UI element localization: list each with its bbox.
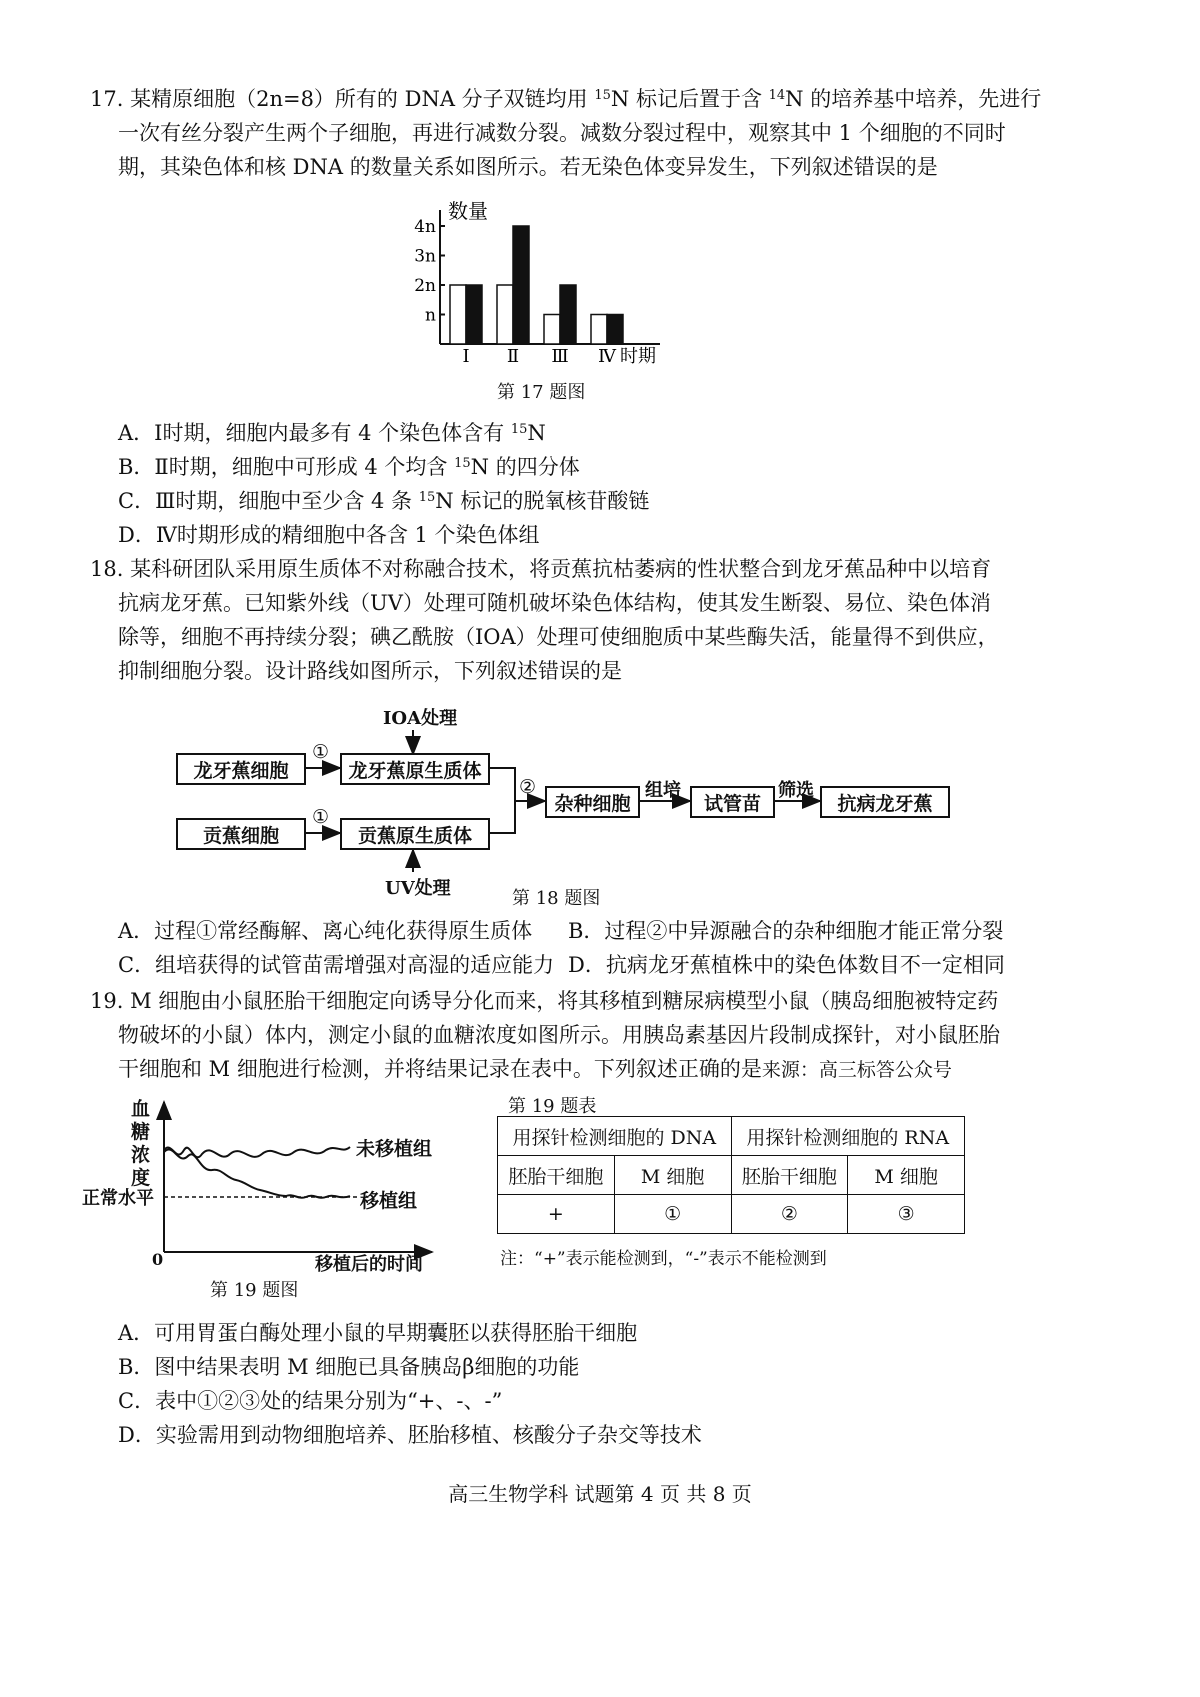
box-hybrid-cell: 杂种细胞 bbox=[545, 786, 640, 818]
category-label: Ⅳ bbox=[598, 346, 616, 367]
q17-figure-caption: 第 17 题图 bbox=[497, 382, 586, 403]
step1-top-label: ① bbox=[312, 741, 330, 763]
bar-chromosome-3 bbox=[544, 315, 560, 345]
q17-option-d: D．Ⅳ时期形成的精细胞中各含 1 个染色体组 bbox=[118, 523, 540, 547]
y-tick-label: 3n bbox=[414, 246, 436, 267]
category-label: Ⅱ bbox=[506, 346, 520, 367]
q18-option-b: B．过程②中异源融合的杂种细胞才能正常分裂 bbox=[568, 919, 1004, 943]
q19-option-b: B．图中结果表明 M 细胞已具备胰岛β细胞的功能 bbox=[118, 1355, 580, 1379]
q18-option-a: A．过程①常经酶解、离心纯化获得原生质体 bbox=[118, 919, 533, 943]
q18-line2: 抗病龙牙蕉。已知紫外线（UV）处理可随机破坏染色体结构，使其发生断裂、易位、染色体消 bbox=[118, 591, 991, 615]
q18-line3: 除等，细胞不再持续分裂；碘乙酰胺（IOA）处理可使细胞质中某些酶失活，能量得不到供应， bbox=[118, 625, 999, 649]
cell-esc-dna: + bbox=[498, 1195, 615, 1234]
fusion-bracket bbox=[490, 768, 515, 833]
q19-ylabel-2: 糖 bbox=[131, 1121, 151, 1143]
q19-line2: 物破坏的小鼠）体内，测定小鼠的血糖浓度如图所示。用胰岛素基因片段制成探针，对小鼠胚胎 bbox=[118, 1023, 1000, 1047]
category-label: Ⅲ bbox=[551, 346, 569, 367]
q17-bar-chart bbox=[400, 196, 730, 376]
box-gj-protoplast: 贡蕉原生质体 bbox=[340, 818, 490, 850]
bar-chromosome-4 bbox=[591, 315, 607, 345]
q18-option-c: C．组培获得的试管苗需增强对高湿的适应能力 bbox=[118, 953, 555, 977]
q17-line3: 期，其染色体和核 DNA 的数量关系如图所示。若无染色体变异发生，下列叙述错误的是 bbox=[118, 155, 938, 179]
cell-m-dna: ① bbox=[614, 1195, 731, 1234]
culture-label: 组培 bbox=[645, 780, 681, 801]
page-footer: 高三生物学科 试题第 4 页 共 8 页 bbox=[448, 1482, 752, 1506]
q19-table-caption: 第 19 题表 bbox=[508, 1096, 597, 1117]
y-axis-label: 数量 bbox=[448, 199, 488, 223]
x-axis-label: 时期 bbox=[620, 346, 656, 367]
col-esc-dna: 胚胎干细胞 bbox=[498, 1156, 615, 1195]
bar-dna-4 bbox=[607, 315, 623, 345]
q19-figure-caption: 第 19 题图 bbox=[210, 1280, 299, 1301]
q19-x-axis-label: 移植后的时间 bbox=[315, 1254, 423, 1275]
q19-ylabel-3: 浓 bbox=[131, 1144, 151, 1166]
q18-line1: 18. 某科研团队采用原生质体不对称融合技术，将贡蕉抗枯萎病的性状整合到龙牙蕉品种中以培育 bbox=[90, 557, 992, 581]
q18-line4: 抑制细胞分裂。设计路线如图所示，下列叙述错误的是 bbox=[118, 659, 622, 683]
q17-option-b: B．Ⅱ时期，细胞中可形成 4 个均含 $^{15}$N 的四分体 bbox=[118, 455, 580, 479]
bar-dna-2 bbox=[513, 226, 529, 344]
header-rna: 用探针检测细胞的 RNA bbox=[731, 1117, 965, 1156]
q17-line2: 一次有丝分裂产生两个子细胞，再进行减数分裂。减数分裂过程中，观察其中 1 个细胞的不同时 bbox=[118, 121, 1006, 145]
q19-option-a: A．可用胃蛋白酶处理小鼠的早期囊胚以获得胚胎干细胞 bbox=[118, 1321, 638, 1345]
step1-bottom-label: ① bbox=[312, 806, 330, 828]
box-resistant-plant: 抗病龙牙蕉 bbox=[820, 786, 950, 818]
q19-probe-table bbox=[497, 1116, 965, 1234]
q17-option-a: A．Ⅰ时期，细胞内最多有 4 个染色体含有 $^{15}$N bbox=[118, 421, 546, 445]
col-esc-rna: 胚胎干细胞 bbox=[731, 1156, 848, 1195]
step2-label: ② bbox=[519, 776, 537, 798]
box-seedling: 试管苗 bbox=[690, 786, 775, 818]
q19-origin-label: 0 bbox=[152, 1250, 164, 1269]
box-lyj-cell: 龙牙蕉细胞 bbox=[176, 753, 306, 785]
q19-option-c: C．表中①②③处的结果分别为“+、-、-” bbox=[118, 1389, 503, 1413]
cell-m-rna: ③ bbox=[848, 1195, 965, 1234]
y-tick-label: n bbox=[425, 305, 436, 326]
label-untreated-group: 未移植组 bbox=[356, 1138, 433, 1160]
bar-dna-1 bbox=[466, 285, 482, 344]
header-dna: 用探针检测细胞的 DNA bbox=[498, 1117, 732, 1156]
q19-line3: 干细胞和 M 细胞进行检测，并将结果记录在表中。下列叙述正确的是来源：高三标答公众号 bbox=[118, 1057, 952, 1081]
q19-normal-level-label: 正常水平 bbox=[82, 1188, 154, 1209]
q17-line1: 17. 某精原细胞（2n=8）所有的 DNA 分子双链均用 $^{15}$N 标记后置于含 $^{14}$N 的培养基中培养，先进行 bbox=[90, 87, 1042, 111]
bar-chromosome-2 bbox=[497, 285, 513, 344]
q19-option-d: D．实验需用到动物细胞培养、胚胎移植、核酸分子杂交等技术 bbox=[118, 1423, 702, 1447]
q18-option-d: D．抗病龙牙蕉植株中的染色体数目不一定相同 bbox=[568, 953, 1005, 977]
q19-table-note: 注：“+”表示能检测到，“-”表示不能检测到 bbox=[500, 1249, 827, 1269]
cell-esc-rna: ② bbox=[731, 1195, 848, 1234]
category-label: Ⅰ bbox=[462, 346, 470, 367]
box-lyj-protoplast: 龙牙蕉原生质体 bbox=[340, 753, 490, 785]
box-gj-cell: 贡蕉细胞 bbox=[176, 818, 306, 850]
col-m-rna: M 细胞 bbox=[848, 1156, 965, 1195]
select-label: 筛选 bbox=[778, 780, 814, 801]
y-tick-label: 2n bbox=[414, 276, 436, 296]
col-m-dna: M 细胞 bbox=[614, 1156, 731, 1195]
untreated-curve bbox=[164, 1147, 350, 1157]
q19-ylabel-4: 度 bbox=[131, 1167, 151, 1189]
q19-line1: 19. M 细胞由小鼠胚胎干细胞定向诱导分化而来，将其移植到糖尿病模型小鼠（胰岛细胞被特定药 bbox=[90, 989, 999, 1013]
uv-label: UV处理 bbox=[385, 878, 451, 899]
ioa-label: IOA处理 bbox=[383, 708, 458, 729]
y-tick-label: 4n bbox=[414, 217, 436, 237]
q19-ylabel-1: 血 bbox=[131, 1098, 151, 1120]
q18-figure-caption: 第 18 题图 bbox=[512, 888, 601, 909]
bar-chromosome-1 bbox=[450, 285, 466, 344]
q17-option-c: C．Ⅲ时期，细胞中至少含 4 条 $^{15}$N 标记的脱氧核苷酸链 bbox=[118, 489, 650, 513]
bar-dna-3 bbox=[560, 285, 576, 344]
label-transplant-group: 移植组 bbox=[360, 1190, 418, 1212]
